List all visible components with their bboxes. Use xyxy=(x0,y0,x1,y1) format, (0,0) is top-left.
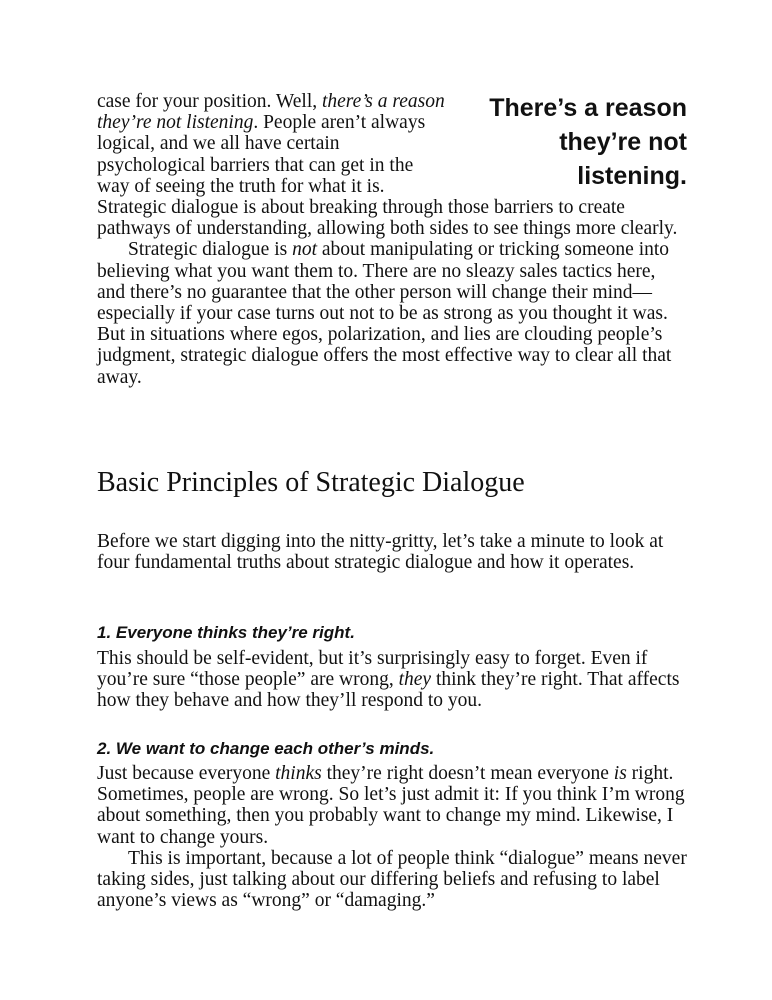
principle-text: Just because everyone xyxy=(97,763,276,784)
principle-emphasis: is xyxy=(613,763,627,784)
intro-text: . People aren’t always logical, and we all have certain psychological barriers that can get in the way of seeing the truth for what it is. Strategic dialogue is about breaking through those barriers to create pathways of understanding, allowing both sides to see things more clearly. xyxy=(97,112,678,240)
intro-text: case for your position. Well, xyxy=(97,91,322,112)
intro-paragraph-2 xyxy=(97,239,687,387)
pull-quote: There’s a reason they’re not listening. xyxy=(489,94,687,190)
principle-text: think they’re right. That affects how they behave and how they’ll respond to you. xyxy=(97,669,680,712)
lead-paragraph: Before we start digging into the nitty-gritty, let’s take a minute to look at four fundamental truths about strategic dialogue and how it operates. xyxy=(97,531,664,574)
intro-text: about manipulating or tricking someone into believing what you want them to. There are no sleazy sales tactics here, and there’s no guarantee that the other person will change their mind—especially if your case turns out not to be as strong as you thought it was. But in situations where egos, polarization, and lies are clouding people’s judgment, strategic dialogue offers the most effective way to clear all that away. xyxy=(97,239,672,388)
principle-1 xyxy=(97,622,687,644)
principle-1-body xyxy=(97,648,687,712)
principle-2 xyxy=(97,738,687,760)
principle-2-paragraph-2: This is important, because a lot of people think “dialogue” means never taking sides, just talking about our differing beliefs and refusing to label anyone’s views as “wrong” or “damaging.” xyxy=(97,847,687,912)
principle-emphasis: thinks xyxy=(275,763,322,784)
section-lead xyxy=(97,531,687,573)
intro-emphasis: there’s a reason they’re not listening xyxy=(97,91,445,134)
principle-text: This should be self-evident, but it’s surprisingly easy to forget. Even if you’re sure “those people” are wrong, xyxy=(97,648,648,691)
principle-2-body xyxy=(97,763,687,911)
principle-emphasis: they xyxy=(398,669,432,691)
principle-text: they’re right doesn’t mean everyone xyxy=(321,763,614,784)
intro-block xyxy=(97,91,687,388)
section-heading: Basic Principles of Strategic Dialogue xyxy=(97,467,525,498)
intro-emphasis: not xyxy=(292,239,318,261)
principle-1-title: 1. Everyone thinks they’re right. xyxy=(97,623,355,642)
intro-text: Strategic dialogue is xyxy=(128,239,293,261)
principle-2-title: 2. We want to change each other’s minds. xyxy=(97,739,435,758)
principle-text: right. Sometimes, people are wrong. So let’s just admit it: If you think I’m wrong about something, then you probably want to change my mind. Likewise, I want to change yours. xyxy=(97,763,685,848)
principle-2-paragraph-1 xyxy=(97,763,687,848)
principle-1-paragraph xyxy=(97,648,687,712)
